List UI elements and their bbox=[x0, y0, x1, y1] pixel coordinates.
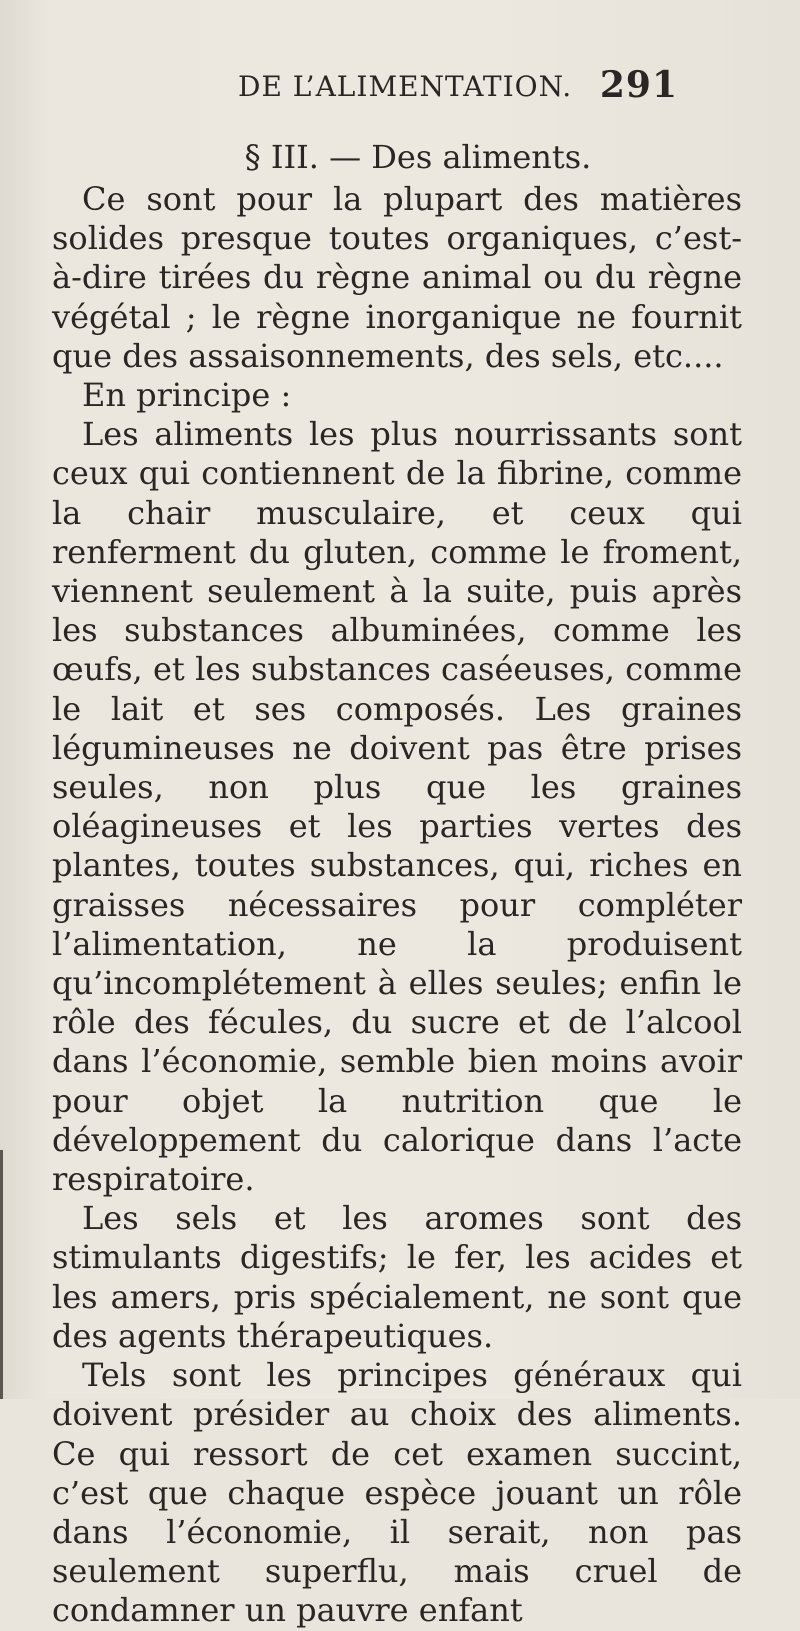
body-text bbox=[52, 180, 742, 1631]
section-heading: § III. — Des aliments. bbox=[244, 138, 592, 176]
page-edge-shadow bbox=[0, 1150, 3, 1399]
paragraph-4: Les sels et les aromes sont des stimulants digestifs; le fer, les acides et les amers, pris spécialement, ne sont que des agents thérapeutiques. bbox=[52, 1199, 742, 1355]
paragraph-1: Ce sont pour la plupart des matières solides presque toutes organiques, c’est-à-dire tirées du règne animal ou du règne végétal ; le règne inorganique ne fournit que des assaisonnements, des sels, etc.... bbox=[52, 180, 742, 375]
page-number: 291 bbox=[599, 64, 678, 106]
running-title: DE L’ALIMENTATION. bbox=[238, 70, 573, 103]
paragraph-5: Tels sont les principes généraux qui doivent présider au choix des aliments. Ce qui ressort de cet examen succint, c’est que chaque espèce jouant un rôle dans l’économie, il serait, non pas seulement superflu, mais cruel de condamner un pauvre enfant bbox=[52, 1356, 742, 1630]
running-head bbox=[238, 64, 678, 110]
paragraph-2: En principe : bbox=[82, 376, 292, 415]
paragraph-3: Les aliments les plus nourrissants sont ceux qui contiennent de la fibrine, comme la chair musculaire, et ceux qui renferment du gluten, comme le froment, viennent seulement à la suite, puis après les substances albuminées, comme les œufs, et les substances caséeuses, comme le lait et ses composés. Les graines légumineuses ne doivent pas être prises seules, non plus que les graines oléagineuses et les parties vertes des plantes, toutes substances, qui, riches en graisses nécessaires pour compléter l’alimentation, ne la produisent qu’incomplétement à elles seules; enfin le rôle des fécules, du sucre et de l’alcool dans l’économie, semble bien moins avoir pour objet la nutrition que le développement du calorique dans l’acte respiratoire. bbox=[52, 415, 742, 1199]
